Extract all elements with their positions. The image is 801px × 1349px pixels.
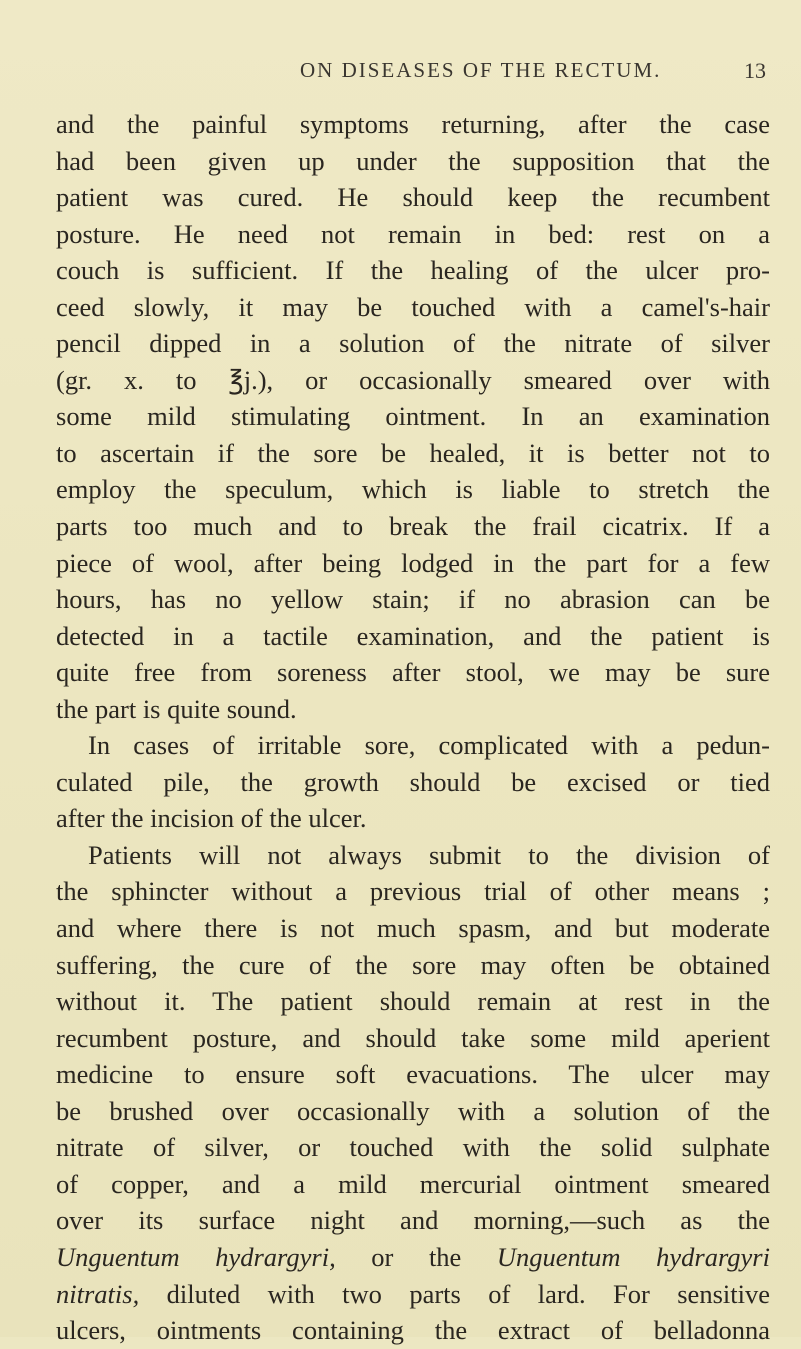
text-line: and where there is not much spasm, and but moderate xyxy=(56,913,770,944)
text-line: be brushed over occasionally with a solution of the xyxy=(56,1095,770,1126)
text-line: couch is sufficient. If the healing of the ulcer pro- xyxy=(56,255,770,286)
text-line: hours, has no yellow stain; if no abrasion can be xyxy=(56,584,770,615)
italic-latin-term: nitratis, xyxy=(56,1278,140,1309)
text-line: quite free from soreness after stool, we may be sure xyxy=(56,657,770,688)
text-line: piece of wool, after being lodged in the part for a few xyxy=(56,547,770,578)
text-line: suffering, the cure of the sore may often be obtained xyxy=(56,949,770,980)
running-head: ON DISEASES OF THE RECTUM. xyxy=(300,58,662,82)
text-line: parts too much and to break the frail cicatrix. If a xyxy=(56,511,770,542)
text-line: culated pile, the growth should be excised or tied xyxy=(56,766,770,797)
text-line: pencil dipped in a solution of the nitrate of silver xyxy=(56,328,770,359)
text-line: and the painful symptoms returning, after the case xyxy=(56,109,770,139)
text-line: ceed slowly, it may be touched with a camel's-hair xyxy=(56,291,770,322)
text-line: employ the speculum, which is liable to stretch the xyxy=(56,474,770,505)
text-line: recumbent posture, and should take some mild aperient xyxy=(56,1022,770,1053)
italic-latin-term: Unguentum hydrargyri xyxy=(496,1241,770,1272)
text-line: to ascertain if the sore be healed, it is better not to xyxy=(56,437,770,468)
text-line: nitrate of silver, or touched with the solid sulphate xyxy=(56,1132,770,1163)
page-number: 13 xyxy=(744,58,766,83)
text-line: without it. The patient should remain at rest in the xyxy=(56,986,770,1017)
text-line: had been given up under the supposition that the xyxy=(56,145,770,176)
text-line: posture. He need not remain in bed: rest on a xyxy=(56,218,770,249)
text-line: the sphincter without a previous trial of other means ; xyxy=(56,876,770,907)
text-line: over its surface night and morning,—such as the xyxy=(56,1205,770,1236)
text-line: after the incision of the ulcer. xyxy=(56,803,367,834)
text-line: Patients will not always submit to the division of xyxy=(88,839,770,870)
text-line xyxy=(56,1239,770,1276)
text-line xyxy=(56,1276,770,1313)
text-line: (gr. x. to ℥j.), or occasionally smeared over with xyxy=(56,364,770,395)
text-line: detected in a tactile examination, and the patient is xyxy=(56,620,770,651)
text-line: patient was cured. He should keep the recumbent xyxy=(56,182,770,213)
text-line: the part is quite sound. xyxy=(56,693,297,724)
text-line: ulcers, ointments containing the extract of belladonna xyxy=(56,1315,770,1346)
text-line: In cases of irritable sore, complicated with a pedun- xyxy=(88,730,770,761)
body-text xyxy=(56,106,770,1349)
text-line: medicine to ensure soft evacuations. The ulcer may xyxy=(56,1059,770,1090)
text-line: some mild stimulating ointment. In an examination xyxy=(56,401,770,432)
text-run: or the xyxy=(335,1241,497,1272)
text-run: diluted with two parts of lard. For sensitive xyxy=(139,1278,770,1309)
text-line: of copper, and a mild mercurial ointment smeared xyxy=(56,1168,770,1199)
italic-latin-term: Unguentum hydrargyri, xyxy=(56,1241,336,1272)
page-header xyxy=(0,58,801,88)
